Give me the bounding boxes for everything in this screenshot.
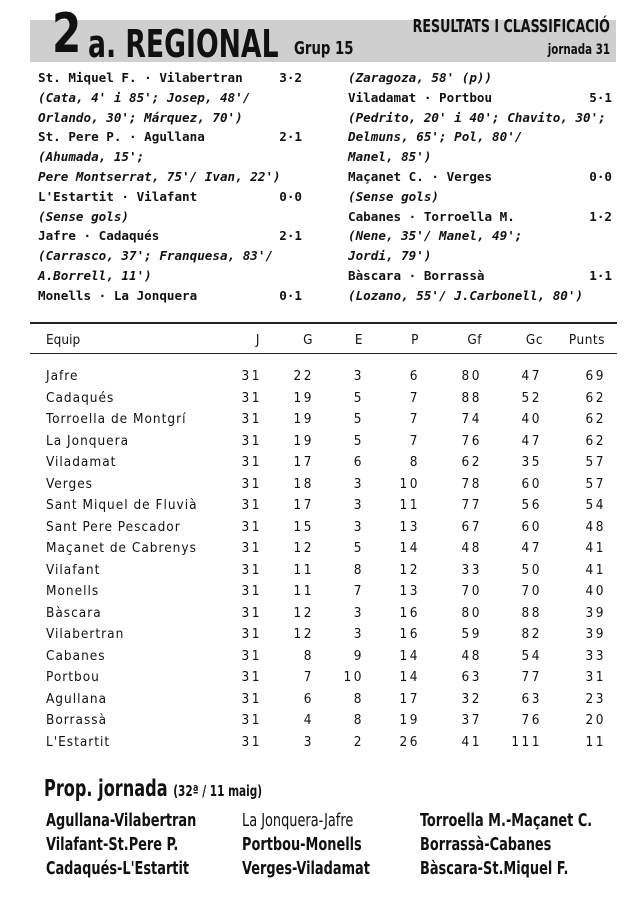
goal-scorers: (Pedrito, 20' i 40'; Chavito, 30'; bbox=[348, 109, 606, 125]
cell-team: Monells bbox=[46, 583, 100, 599]
cell-points: 41 bbox=[585, 540, 606, 556]
result-scorers-line bbox=[38, 88, 302, 108]
result-match-line bbox=[348, 88, 612, 108]
cell-played: 31 bbox=[241, 540, 262, 556]
result-match-line bbox=[348, 167, 612, 187]
table-row bbox=[30, 583, 617, 603]
cell-goals-for: 41 bbox=[461, 733, 482, 750]
cell-team: Vilafant bbox=[46, 561, 101, 578]
table-row bbox=[30, 605, 617, 625]
match-score: 5·1 bbox=[589, 89, 612, 105]
cell-team: Vilabertran bbox=[46, 626, 125, 642]
cell-drawn: 2 bbox=[353, 733, 364, 750]
cell-points: 20 bbox=[585, 712, 606, 728]
cell-goals-against: 63 bbox=[521, 690, 542, 707]
cell-won: 22 bbox=[293, 368, 314, 384]
cell-goals-for: 77 bbox=[461, 497, 482, 513]
cell-played: 31 bbox=[241, 712, 262, 728]
cell-won: 6 bbox=[303, 690, 314, 707]
cell-goals-against: 60 bbox=[521, 518, 542, 535]
result-scorers-line bbox=[38, 207, 302, 227]
goal-scorers: Manel, 85') bbox=[348, 149, 432, 165]
cell-won: 8 bbox=[303, 647, 314, 664]
cell-team: Borrassà bbox=[46, 712, 108, 728]
cell-played: 31 bbox=[241, 583, 262, 599]
cell-goals-for: 76 bbox=[461, 432, 482, 449]
cell-played: 31 bbox=[241, 454, 262, 470]
goal-scorers: Delmuns, 65'; Pol, 80'/ bbox=[348, 129, 523, 145]
goal-scorers: (Cata, 4' i 85'; Josep, 48'/ bbox=[38, 89, 251, 105]
cell-won: 17 bbox=[293, 454, 314, 470]
cell-points: 57 bbox=[585, 475, 606, 492]
column-header-points: Punts bbox=[568, 332, 605, 348]
table-row bbox=[30, 734, 617, 754]
result-scorers-line bbox=[348, 147, 612, 167]
cell-goals-for: 33 bbox=[461, 561, 482, 578]
cell-points: 57 bbox=[585, 454, 606, 470]
cell-played: 31 bbox=[241, 475, 262, 492]
cell-won: 19 bbox=[293, 389, 314, 406]
match-teams: Bàscara · Borrassà bbox=[348, 267, 485, 283]
cell-lost: 11 bbox=[399, 497, 420, 513]
cell-played: 31 bbox=[241, 647, 262, 664]
fixture: Agullana-Vilabertran bbox=[46, 811, 197, 831]
match-teams: Jafre · Cadaqués bbox=[38, 228, 160, 244]
column-header-drawn: E bbox=[354, 332, 363, 348]
result-scorers-line bbox=[348, 286, 612, 306]
table-header-row bbox=[30, 332, 617, 352]
fixture: La Jonquera-Jafre bbox=[242, 811, 354, 831]
cell-drawn: 3 bbox=[353, 475, 364, 492]
cell-points: 48 bbox=[585, 518, 606, 535]
cell-goals-against: 111 bbox=[511, 733, 542, 750]
cell-points: 39 bbox=[585, 626, 606, 642]
cell-won: 12 bbox=[293, 604, 314, 621]
cell-goals-against: 47 bbox=[521, 368, 542, 384]
cell-team: Cadaqués bbox=[46, 389, 115, 406]
table-row bbox=[30, 648, 617, 668]
cell-lost: 12 bbox=[399, 561, 420, 578]
cell-drawn: 5 bbox=[353, 411, 364, 427]
cell-goals-for: 88 bbox=[461, 389, 482, 406]
cell-played: 31 bbox=[241, 411, 262, 427]
cell-drawn: 8 bbox=[353, 712, 364, 728]
result-scorers-line bbox=[348, 127, 612, 147]
cell-lost: 14 bbox=[399, 647, 420, 664]
goal-scorers: Pere Montserrat, 75'/ Ivan, 22') bbox=[38, 168, 281, 184]
result-scorers-line bbox=[38, 266, 302, 286]
result-scorers-line bbox=[348, 246, 612, 266]
column-header-goals-for: Gf bbox=[467, 332, 482, 348]
column-header-played: J bbox=[255, 332, 260, 348]
cell-goals-against: 47 bbox=[521, 540, 542, 556]
cell-points: 23 bbox=[585, 690, 606, 707]
table-row bbox=[30, 691, 617, 711]
cell-lost: 7 bbox=[409, 432, 420, 449]
cell-goals-against: 56 bbox=[521, 497, 542, 513]
goal-scorers: A.Borrell, 11') bbox=[38, 267, 152, 283]
cell-goals-against: 50 bbox=[521, 561, 542, 578]
goal-scorers: (Carrasco, 37'; Franquesa, 83'/ bbox=[38, 248, 274, 264]
cell-goals-against: 52 bbox=[521, 389, 542, 406]
cell-team: Bàscara bbox=[46, 604, 102, 621]
match-score: 1·1 bbox=[589, 267, 612, 283]
cell-drawn: 5 bbox=[353, 540, 364, 556]
match-score: 0·0 bbox=[589, 168, 612, 184]
cell-won: 3 bbox=[303, 733, 314, 750]
goal-scorers: (Sense gols) bbox=[38, 208, 129, 224]
cell-points: 41 bbox=[585, 561, 606, 578]
cell-goals-for: 32 bbox=[461, 690, 482, 707]
cell-played: 31 bbox=[241, 669, 262, 685]
cell-played: 31 bbox=[241, 604, 262, 621]
cell-team: Agullana bbox=[46, 690, 108, 707]
cell-drawn: 3 bbox=[353, 518, 364, 535]
table-row bbox=[30, 476, 617, 496]
column-header-team: Equip bbox=[46, 332, 81, 348]
table-row bbox=[30, 626, 617, 646]
cell-lost: 16 bbox=[399, 626, 420, 642]
match-teams: St. Miquel F. · Vilabertran bbox=[38, 70, 243, 85]
cell-won: 19 bbox=[293, 432, 314, 449]
match-score: 0·1 bbox=[279, 287, 302, 303]
cell-points: 62 bbox=[585, 432, 606, 449]
cell-points: 31 bbox=[585, 669, 606, 685]
goal-scorers: (Nene, 35'/ Manel, 49'; bbox=[348, 228, 523, 244]
result-scorers-line bbox=[38, 246, 302, 266]
table-row bbox=[30, 368, 617, 388]
cell-drawn: 5 bbox=[353, 432, 364, 449]
cell-goals-for: 80 bbox=[461, 368, 482, 384]
match-teams: Viladamat · Portbou bbox=[348, 89, 493, 105]
group-label: Grup 15 bbox=[294, 38, 354, 59]
result-scorers-line bbox=[348, 187, 612, 207]
cell-points: 62 bbox=[585, 389, 606, 406]
cell-goals-for: 48 bbox=[461, 647, 482, 664]
result-scorers-line bbox=[348, 108, 612, 128]
cell-points: 54 bbox=[585, 497, 606, 513]
cell-lost: 6 bbox=[409, 368, 420, 384]
match-score: 2·1 bbox=[279, 228, 302, 244]
cell-team: Torroella de Montgrí bbox=[46, 411, 187, 427]
cell-team: Verges bbox=[46, 475, 94, 492]
result-scorers-line bbox=[38, 167, 302, 187]
table-row bbox=[30, 519, 617, 539]
cell-won: 17 bbox=[293, 497, 314, 513]
cell-played: 31 bbox=[241, 432, 262, 449]
result-scorers-line bbox=[38, 147, 302, 167]
cell-lost: 13 bbox=[399, 583, 420, 599]
cell-team: Sant Pere Pescador bbox=[46, 518, 181, 535]
cell-won: 12 bbox=[293, 540, 314, 556]
cell-team: Maçanet de Cabrenys bbox=[46, 540, 197, 556]
cell-goals-against: 70 bbox=[521, 583, 542, 599]
table-row bbox=[30, 411, 617, 431]
cell-team: Jafre bbox=[46, 368, 79, 384]
cell-played: 31 bbox=[241, 690, 262, 707]
goal-scorers: (Ahumada, 15'; bbox=[38, 149, 145, 165]
match-score: 1·2 bbox=[589, 208, 612, 224]
fixture: Portbou-Monells bbox=[242, 835, 362, 855]
result-match-line bbox=[38, 68, 302, 88]
matchday-label: jornada 31 bbox=[547, 42, 610, 58]
cell-lost: 7 bbox=[409, 389, 420, 406]
results-right-column bbox=[348, 68, 612, 306]
match-score: 3·2 bbox=[279, 70, 302, 85]
division-number: 2 bbox=[52, 2, 80, 65]
cell-won: 11 bbox=[293, 561, 314, 578]
cell-lost: 26 bbox=[399, 733, 420, 750]
cell-goals-for: 80 bbox=[461, 604, 482, 621]
cell-lost: 14 bbox=[399, 540, 420, 556]
cell-played: 31 bbox=[241, 497, 262, 513]
cell-won: 11 bbox=[293, 583, 314, 599]
cell-lost: 10 bbox=[399, 475, 420, 492]
cell-points: 33 bbox=[585, 647, 606, 664]
cell-team: Sant Miquel de Fluvià bbox=[46, 497, 198, 513]
cell-won: 7 bbox=[303, 669, 314, 685]
cell-goals-against: 77 bbox=[521, 669, 542, 685]
cell-played: 31 bbox=[241, 626, 262, 642]
fixture: Vilafant-St.Pere P. bbox=[46, 835, 179, 855]
cell-goals-against: 76 bbox=[521, 712, 542, 728]
cell-goals-against: 40 bbox=[521, 411, 542, 427]
section-title: RESULTATS I CLASSIFICACIÓ bbox=[412, 16, 610, 37]
cell-goals-for: 48 bbox=[461, 540, 482, 556]
table-row bbox=[30, 433, 617, 453]
cell-goals-for: 70 bbox=[461, 583, 482, 599]
table-header-rule bbox=[30, 353, 617, 354]
cell-points: 62 bbox=[585, 411, 606, 427]
cell-played: 31 bbox=[241, 518, 262, 535]
cell-goals-against: 54 bbox=[521, 647, 542, 664]
cell-goals-against: 60 bbox=[521, 475, 542, 492]
cell-drawn: 5 bbox=[353, 389, 364, 406]
table-top-rule bbox=[30, 322, 617, 324]
cell-drawn: 3 bbox=[353, 497, 364, 513]
result-match-line bbox=[348, 266, 612, 286]
cell-team: La Jonquera bbox=[46, 432, 130, 449]
cell-points: 39 bbox=[585, 604, 606, 621]
cell-team: Viladamat bbox=[46, 454, 117, 470]
cell-played: 31 bbox=[241, 561, 262, 578]
results-left-column bbox=[38, 68, 302, 306]
cell-goals-for: 78 bbox=[461, 475, 482, 492]
match-teams: L'Estartit · Vilafant bbox=[38, 188, 198, 204]
cell-lost: 19 bbox=[399, 712, 420, 728]
cell-goals-against: 47 bbox=[521, 432, 542, 449]
cell-goals-for: 37 bbox=[461, 712, 482, 728]
match-teams: St. Pere P. · Agullana bbox=[38, 129, 205, 145]
cell-lost: 16 bbox=[399, 604, 420, 621]
table-row bbox=[30, 540, 617, 560]
fixture: Bàscara-St.Miquel F. bbox=[420, 859, 569, 879]
cell-played: 31 bbox=[241, 389, 262, 406]
page-header bbox=[30, 2, 616, 66]
cell-points: 40 bbox=[585, 583, 606, 599]
goal-scorers: (Sense gols) bbox=[348, 188, 439, 204]
cell-lost: 8 bbox=[409, 454, 420, 470]
match-score: 2·1 bbox=[279, 129, 302, 145]
fixture: Cadaqués-L'Estartit bbox=[46, 859, 190, 879]
cell-lost: 7 bbox=[409, 411, 420, 427]
cell-goals-for: 63 bbox=[461, 669, 482, 685]
match-teams: Cabanes · Torroella M. bbox=[348, 208, 515, 224]
division-title: a. REGIONAL bbox=[88, 22, 279, 66]
table-row bbox=[30, 562, 617, 582]
next-round-heading: Prop. jornada bbox=[44, 776, 168, 802]
goal-scorers: (Lozano, 55'/ J.Carbonell, 80') bbox=[348, 287, 584, 303]
result-match-line bbox=[38, 187, 302, 207]
cell-lost: 13 bbox=[399, 518, 420, 535]
cell-won: 15 bbox=[293, 518, 314, 535]
cell-won: 18 bbox=[293, 475, 314, 492]
cell-drawn: 7 bbox=[353, 583, 364, 599]
goal-scorers: Orlando, 30'; Márquez, 70') bbox=[38, 109, 243, 125]
result-scorers-line bbox=[348, 226, 612, 246]
cell-team: Cabanes bbox=[46, 647, 106, 664]
table-row bbox=[30, 712, 617, 732]
cell-drawn: 9 bbox=[353, 647, 364, 664]
cell-goals-for: 74 bbox=[461, 411, 482, 427]
column-header-goals-against: Gc bbox=[525, 332, 543, 348]
match-teams: Maçanet C. · Verges bbox=[348, 168, 493, 184]
cell-drawn: 3 bbox=[353, 368, 364, 384]
goal-scorers: (Zaragoza, 58' (p)) bbox=[348, 70, 493, 85]
match-score: 0·0 bbox=[279, 188, 302, 204]
cell-won: 19 bbox=[293, 411, 314, 427]
cell-goals-for: 67 bbox=[461, 518, 482, 535]
result-scorers-line bbox=[348, 68, 612, 88]
result-scorers-line bbox=[38, 108, 302, 128]
next-round-title bbox=[44, 776, 262, 802]
result-match-line bbox=[38, 226, 302, 246]
cell-lost: 17 bbox=[399, 690, 420, 707]
result-match-line bbox=[348, 207, 612, 227]
goal-scorers: Jordi, 79') bbox=[348, 248, 432, 264]
cell-drawn: 10 bbox=[343, 669, 364, 685]
cell-drawn: 3 bbox=[353, 604, 364, 621]
fixture: Torroella M.-Maçanet C. bbox=[420, 811, 593, 831]
table-row bbox=[30, 497, 617, 517]
next-round-date: (32ª / 11 maig) bbox=[173, 782, 263, 800]
cell-points: 69 bbox=[585, 368, 606, 384]
cell-drawn: 8 bbox=[353, 561, 364, 578]
cell-played: 31 bbox=[241, 368, 262, 384]
cell-drawn: 8 bbox=[353, 690, 364, 707]
result-match-line bbox=[38, 127, 302, 147]
cell-drawn: 3 bbox=[353, 626, 364, 642]
fixture: Borrassà-Cabanes bbox=[420, 835, 552, 855]
cell-won: 12 bbox=[293, 626, 314, 642]
cell-team: Portbou bbox=[46, 669, 100, 685]
cell-drawn: 6 bbox=[353, 454, 364, 470]
cell-goals-against: 82 bbox=[521, 626, 542, 642]
result-match-line bbox=[38, 286, 302, 306]
cell-played: 31 bbox=[241, 733, 262, 750]
cell-goals-for: 62 bbox=[461, 454, 482, 470]
cell-lost: 14 bbox=[399, 669, 420, 685]
cell-team: L'Estartit bbox=[46, 733, 111, 750]
fixture: Verges-Viladamat bbox=[242, 859, 370, 879]
column-header-won: G bbox=[303, 332, 313, 348]
cell-points: 11 bbox=[585, 733, 606, 750]
cell-goals-against: 35 bbox=[521, 454, 542, 470]
cell-goals-for: 59 bbox=[461, 626, 482, 642]
match-teams: Monells · La Jonquera bbox=[38, 287, 198, 303]
cell-won: 4 bbox=[303, 712, 314, 728]
table-row bbox=[30, 390, 617, 410]
table-row bbox=[30, 454, 617, 474]
column-header-lost: P bbox=[411, 332, 419, 348]
cell-goals-against: 88 bbox=[521, 604, 542, 621]
table-row bbox=[30, 669, 617, 689]
